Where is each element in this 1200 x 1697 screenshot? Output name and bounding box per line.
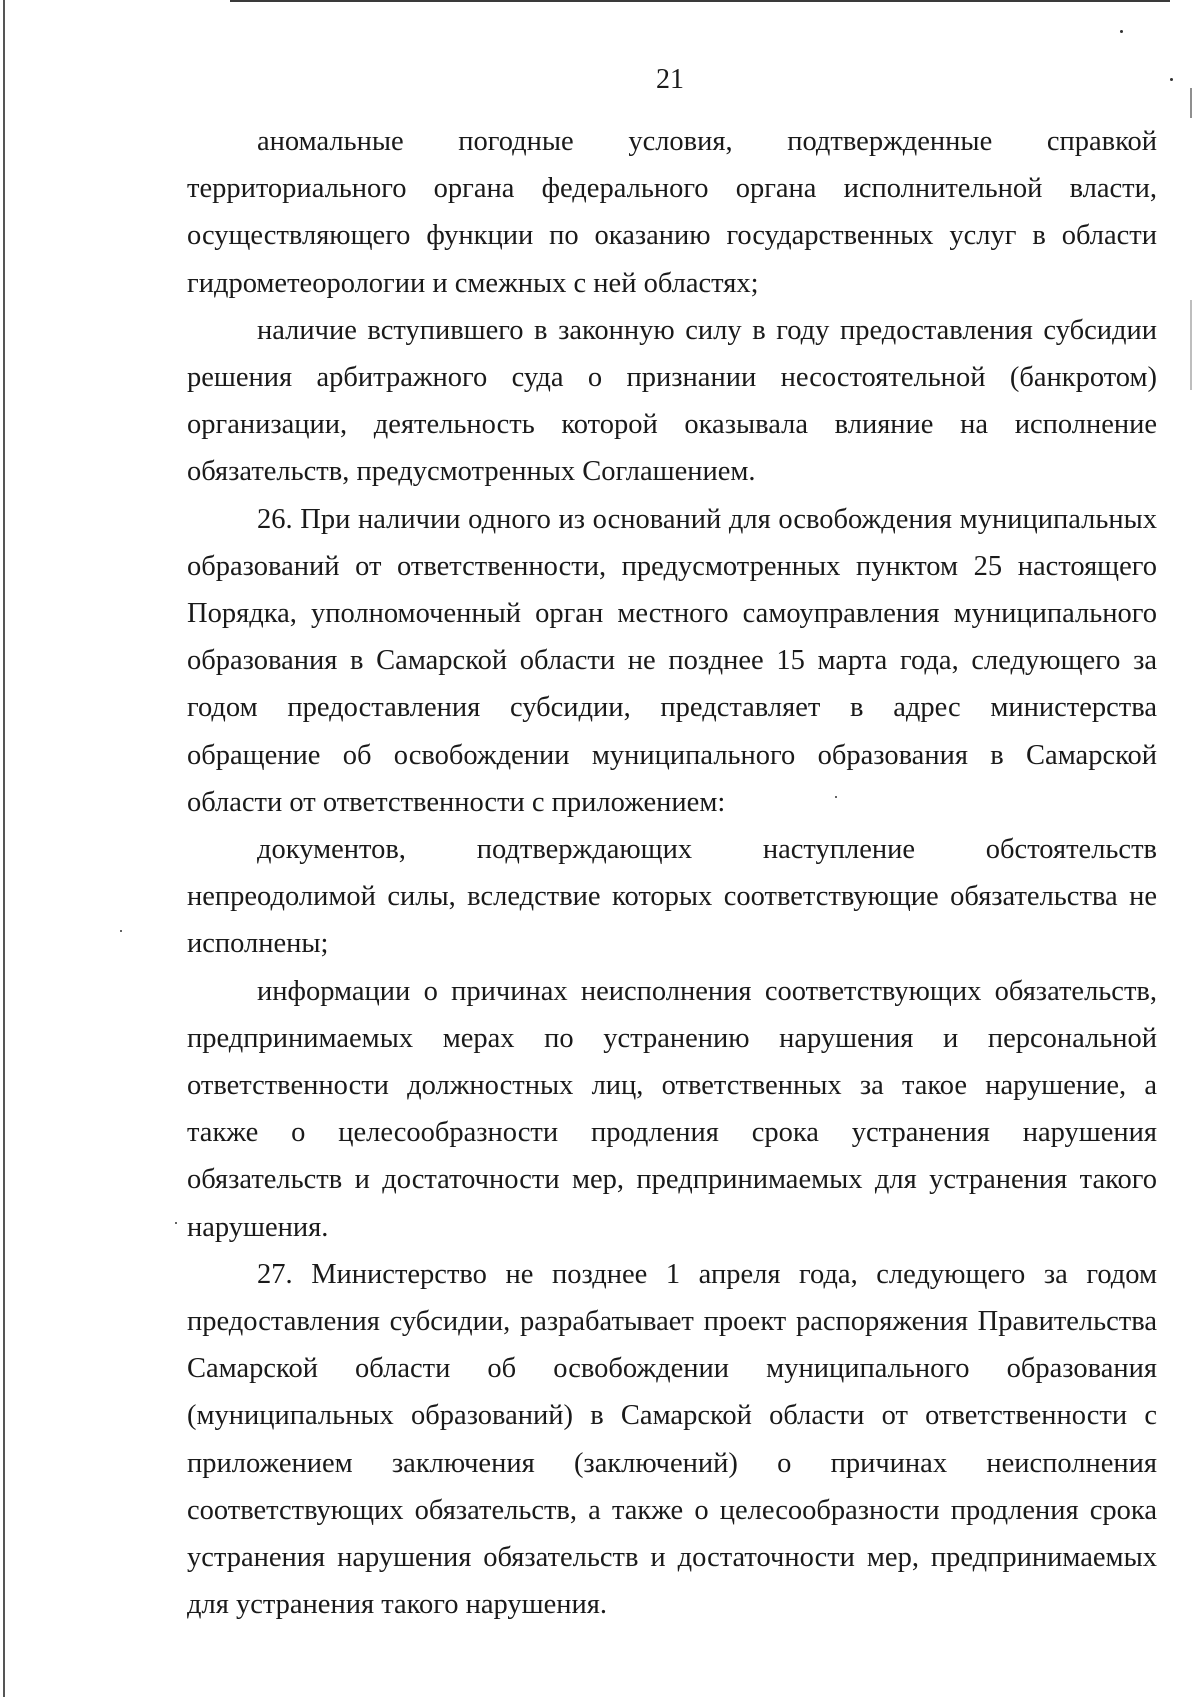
paragraph: наличие вступившего в законную силу в году предоставления субсидии решения арбитражного суда о признании несостоятельной (банкротом) организации, деятельность которой оказывала влияние на исполнение обязательств, предусмотренных Соглашением. — [187, 314, 1157, 488]
page-number: 21 — [656, 64, 684, 95]
scan-left-edge — [3, 0, 5, 1697]
paragraph: аномальные погодные условия, подтвержденные справкой территориального органа федерального органа исполнительной власти, осуществляющего функции по оказанию государственных услуг в области гидрометеорологии и смежных с ней областях; — [187, 126, 1157, 299]
document-body — [187, 118, 1157, 1629]
paragraph: документов, подтверждающих наступление обстоятельств непреодолимой силы, вследствие которых соответствующие обязательства не исполнены; — [187, 834, 1157, 960]
scan-speck — [175, 1222, 177, 1224]
paragraph: 26. При наличии одного из оснований для освобождения муниципальных образований от ответственности, предусмотренных пунктом 25 настоящего Порядка, уполномоченный орган местного самоуправления муниципального образования в Самарской области не позднее 15 марта года, следующего за годом предоставления субсидии, представляет в адрес министерства обращение об освобождении муниципального образования в Самарской области от ответственности с приложением: — [187, 503, 1157, 818]
paragraph: 27. Министерство не позднее 1 апреля года, следующего за годом предоставления субсидии, разрабатывает проект распоряжения Правительства Самарской области об освобождении муниципального образования (муниципальных образований) в Самарской области от ответственности с приложением заключения (заключений) о причинах неисполнения соответствующих обязательств, а также о целесообразности продления срока устранения нарушения обязательств и достаточности мер, предпринимаемых для устранения такого нарушения. — [187, 1258, 1157, 1621]
scan-speck — [1120, 30, 1123, 33]
paragraph: информации о причинах неисполнения соответствующих обязательств, предпринимаемых мерах по устранению нарушения и персональной ответственности должностных лиц, ответственных за такое нарушение, а также о целесообразности продления срока устранения нарушения обязательств и достаточности мер, предпринимаемых для устранения такого нарушения. — [187, 975, 1157, 1243]
scan-top-edge — [230, 0, 1170, 2]
scan-speck — [120, 930, 122, 932]
scan-right-mark — [1190, 300, 1192, 390]
